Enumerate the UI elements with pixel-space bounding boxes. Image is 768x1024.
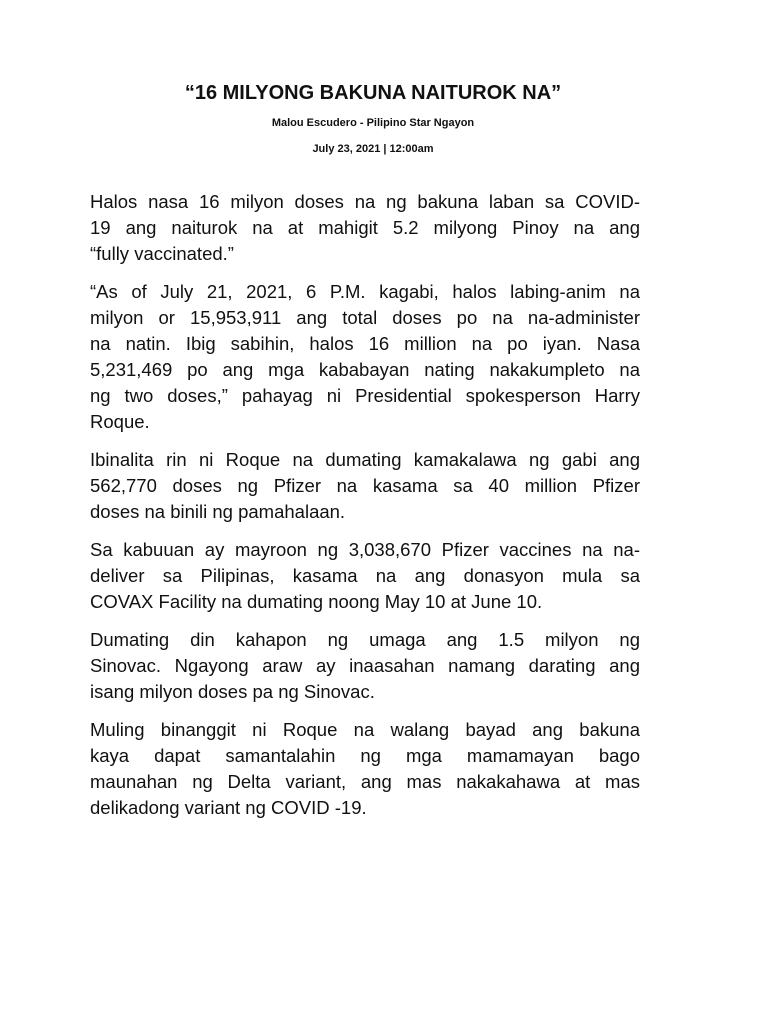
paragraph-line: Ibinalita rin ni Roque na dumating kamakalawa ng gabi ang: [90, 449, 640, 470]
paragraph-line: 19 ang naiturok na at mahigit 5.2 milyong Pinoy na ang: [90, 217, 640, 238]
paragraph-line: “fully vaccinated.”: [90, 243, 234, 264]
paragraph-line: Sa kabuuan ay mayroon ng 3,038,670 Pfizer vaccines na na-: [90, 539, 640, 560]
paragraph-line: delikadong variant ng COVID -19.: [90, 797, 367, 818]
article-title: “16 MILYONG BAKUNA NAITUROK NA”: [184, 82, 562, 104]
paragraph-line: Sinovac. Ngayong araw ay inaasahan namang darating ang: [90, 655, 640, 676]
paragraph-line: ng two doses,” pahayag ni Presidential spokesperson Harry: [90, 385, 640, 406]
paragraph-line: isang milyon doses pa ng Sinovac.: [90, 681, 375, 702]
paragraph-line: “As of July 21, 2021, 6 P.M. kagabi, halos labing-anim na: [90, 281, 640, 302]
paragraph-line: COVAX Facility na dumating noong May 10 at June 10.: [90, 591, 543, 612]
article-paragraph: [90, 279, 640, 435]
paragraph-line: 5,231,469 po ang mga kababayan nating nakakumpleto na: [90, 359, 640, 380]
paragraph-line: deliver sa Pilipinas, kasama na ang donasyon mula sa: [90, 565, 640, 586]
article-byline: Malou Escudero - Pilipino Star Ngayon: [271, 117, 475, 129]
article-paragraph: [90, 447, 640, 525]
article-paragraph: [90, 189, 640, 267]
paragraph-line: Muling binanggit ni Roque na walang bayad ang bakuna: [90, 719, 640, 740]
paragraph-line: Dumating din kahapon ng umaga ang 1.5 milyon ng: [90, 629, 640, 650]
article-paragraph: [90, 717, 640, 821]
paragraph-line: maunahan ng Delta variant, ang mas nakakahawa at mas: [90, 771, 640, 792]
article-paragraph: [90, 537, 640, 615]
paragraph-line: na natin. Ibig sabihin, halos 16 million na po iyan. Nasa: [90, 333, 640, 354]
article-paragraph: [90, 627, 640, 705]
paragraph-line: Roque.: [90, 411, 150, 432]
paragraph-line: 562,770 doses ng Pfizer na kasama sa 40 million Pfizer: [90, 475, 640, 496]
paragraph-line: Halos nasa 16 milyon doses na ng bakuna laban sa COVID-: [90, 191, 640, 212]
paragraph-line: kaya dapat samantalahin ng mga mamamayan bago: [90, 745, 640, 766]
article-body: [90, 189, 640, 833]
article-date: July 23, 2021 | 12:00am: [312, 143, 434, 155]
paragraph-line: doses na binili ng pamahalaan.: [90, 501, 346, 522]
paragraph-line: milyon or 15,953,911 ang total doses po na na-administer: [90, 307, 640, 328]
